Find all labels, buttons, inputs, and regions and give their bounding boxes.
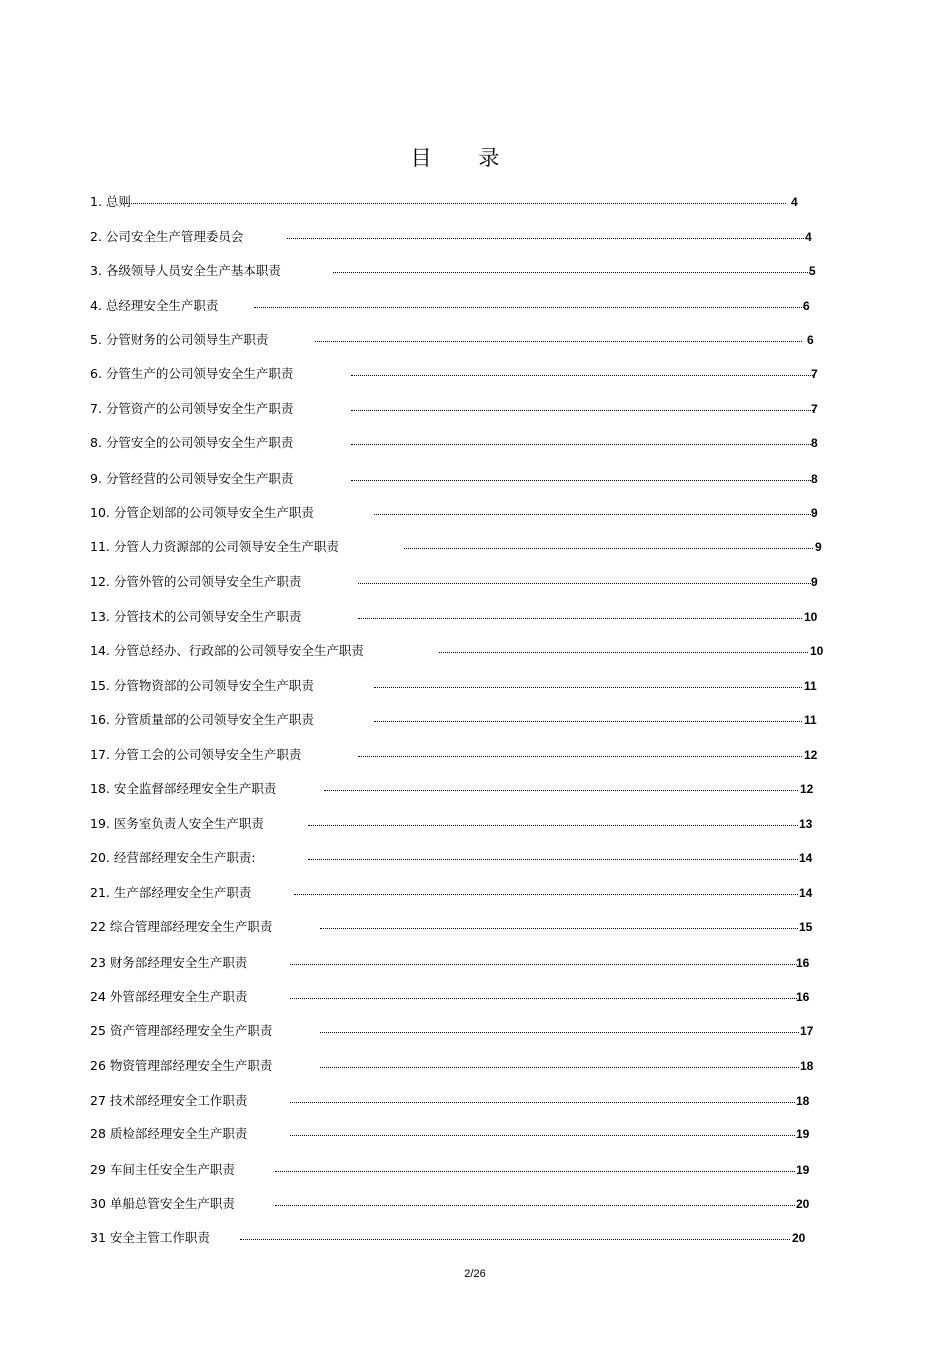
toc-entry[interactable] <box>90 1160 830 1180</box>
toc-entry[interactable] <box>90 503 830 523</box>
toc-entry[interactable] <box>90 572 830 592</box>
toc-dot-leader <box>315 341 802 342</box>
toc-entry-page-number: 9 <box>811 506 818 520</box>
toc-entry-page-number: 9 <box>811 575 818 589</box>
toc-entry[interactable] <box>90 1194 830 1214</box>
toc-dot-leader <box>351 444 813 445</box>
toc-dot-leader <box>351 480 813 481</box>
toc-entry[interactable] <box>90 779 830 799</box>
toc-entry[interactable] <box>90 192 830 212</box>
toc-dot-leader <box>308 825 798 826</box>
toc-entry[interactable] <box>90 330 830 350</box>
toc-dot-leader <box>254 307 804 308</box>
toc-entry-label: 14. 分管总经办、行政部的公司领导安全生产职责 <box>90 643 364 658</box>
toc-entry-label: 31 安全主管工作职责 <box>90 1230 210 1245</box>
toc-entry-page-number: 4 <box>805 230 812 244</box>
toc-dot-leader <box>333 272 810 273</box>
toc-dot-leader <box>324 790 798 791</box>
toc-entry[interactable] <box>90 1228 830 1248</box>
toc-entry[interactable] <box>90 953 830 973</box>
toc-entry-page-number: 16 <box>796 956 810 970</box>
toc-entry-page-number: 8 <box>811 436 818 450</box>
toc-dot-leader <box>308 859 798 860</box>
toc-entry-label: 26 物资管理部经理安全生产职责 <box>90 1058 273 1073</box>
toc-entry-label: 11. 分管人力资源部的公司领导安全生产职责 <box>90 539 339 554</box>
toc-entry-page-number: 11 <box>804 713 817 727</box>
toc-entry-page-number: 20 <box>796 1197 810 1211</box>
toc-entry[interactable] <box>90 261 830 281</box>
toc-entry-page-number: 5 <box>809 264 816 278</box>
toc-entry-page-number: 8 <box>811 472 818 486</box>
toc-entry[interactable] <box>90 364 830 384</box>
toc-entry[interactable] <box>90 607 830 627</box>
toc-entry-page-number: 18 <box>796 1094 810 1108</box>
toc-dot-leader <box>320 1067 799 1068</box>
toc-entry-label: 5. 分管财务的公司领导生产职责 <box>90 332 269 347</box>
toc-dot-leader <box>121 203 786 204</box>
toc-entry-label: 21. 生产部经理安全生产职责 <box>90 885 252 900</box>
toc-entry-label: 15. 分管物资部的公司领导安全生产职责 <box>90 678 314 693</box>
toc-entry[interactable] <box>90 1021 830 1041</box>
toc-entry-page-number: 12 <box>804 748 818 762</box>
toc-dot-leader <box>290 964 797 965</box>
toc-entry[interactable] <box>90 641 830 661</box>
page-number: 2/26 <box>464 1268 486 1280</box>
toc-entry[interactable] <box>90 1091 830 1111</box>
toc-entry-page-number: 18 <box>800 1059 814 1073</box>
toc-entry-label: 23 财务部经理安全生产职责 <box>90 955 248 970</box>
toc-dot-leader <box>439 652 808 653</box>
toc-dot-leader <box>290 1135 795 1136</box>
toc-entry[interactable] <box>90 1056 830 1076</box>
page-title: 目 录 <box>410 146 520 170</box>
toc-entry-page-number: 19 <box>796 1163 810 1177</box>
toc-entry-page-number: 7 <box>811 402 818 416</box>
toc-entry-label: 29 车间主任安全生产职责 <box>90 1162 235 1177</box>
toc-entry-page-number: 19 <box>796 1127 810 1141</box>
toc-entry[interactable] <box>90 296 830 316</box>
toc-dot-leader <box>320 928 798 929</box>
toc-entry-label: 16. 分管质量部的公司领导安全生产职责 <box>90 712 314 727</box>
toc-entry[interactable] <box>90 676 830 696</box>
toc-entry-label: 27 技术部经理安全工作职责 <box>90 1093 248 1108</box>
toc-entry-page-number: 10 <box>810 644 824 658</box>
toc-dot-leader <box>374 514 813 515</box>
toc-entry[interactable] <box>90 987 830 1007</box>
toc-entry-page-number: 11 <box>804 679 817 693</box>
toc-entry-page-number: 12 <box>800 782 814 796</box>
toc-entry-label: 12. 分管外管的公司领导安全生产职责 <box>90 574 302 589</box>
toc-entry-label: 6. 分管生产的公司领导安全生产职责 <box>90 366 294 381</box>
toc-entry-label: 24 外管部经理安全生产职责 <box>90 989 248 1004</box>
toc-entry[interactable] <box>90 469 830 489</box>
toc-entry[interactable] <box>90 537 830 557</box>
toc-dot-leader <box>374 687 802 688</box>
toc-entry-label: 28 质检部经理安全生产职责 <box>90 1126 248 1141</box>
toc-dot-leader <box>290 998 797 999</box>
toc-entry-page-number: 6 <box>807 333 814 347</box>
toc-entry[interactable] <box>90 710 830 730</box>
toc-entry-label: 2. 公司安全生产管理委员会 <box>90 229 244 244</box>
toc-dot-leader <box>275 1205 795 1206</box>
toc-dot-leader <box>240 1239 790 1240</box>
toc-dot-leader <box>358 756 802 757</box>
toc-entry[interactable] <box>90 814 830 834</box>
toc-entry-label: 7. 分管资产的公司领导安全生产职责 <box>90 401 294 416</box>
toc-dot-leader <box>404 548 813 549</box>
toc-dot-leader <box>351 410 813 411</box>
toc-dot-leader <box>358 583 813 584</box>
toc-entry-page-number: 15 <box>799 920 813 934</box>
toc-entry-page-number: 13 <box>799 817 813 831</box>
toc-dot-leader <box>287 238 804 239</box>
toc-entry[interactable] <box>90 1124 830 1144</box>
toc-entry-page-number: 17 <box>800 1024 814 1038</box>
toc-entry[interactable] <box>90 848 830 868</box>
toc-entry-page-number: 14 <box>799 886 813 900</box>
toc-entry-label: 17. 分管工会的公司领导安全生产职责 <box>90 747 302 762</box>
toc-entry-label: 13. 分管技术的公司领导安全生产职责 <box>90 609 302 624</box>
toc-entry-page-number: 6 <box>803 299 810 313</box>
toc-entry-page-number: 20 <box>792 1231 806 1245</box>
toc-entry-page-number: 14 <box>799 851 813 865</box>
toc-entry[interactable] <box>90 227 830 247</box>
toc-entry-page-number: 16 <box>796 990 810 1004</box>
toc-dot-leader <box>374 721 802 722</box>
toc-entry-label: 18. 安全监督部经理安全生产职责 <box>90 781 277 796</box>
toc-entry-label: 20. 经营部经理安全生产职责: <box>90 850 256 865</box>
toc-entry-label: 22 综合管理部经理安全生产职责 <box>90 919 273 934</box>
toc-entry-label: 4. 总经理安全生产职责 <box>90 298 219 313</box>
toc-entry[interactable] <box>90 917 830 937</box>
toc-dot-leader <box>358 618 802 619</box>
toc-entry-label: 19. 医务室负责人安全生产职责 <box>90 816 264 831</box>
toc-dot-leader <box>290 1102 795 1103</box>
toc-entry-label: 3. 各级领导人员安全生产基本职责 <box>90 263 281 278</box>
toc-entry[interactable] <box>90 433 830 453</box>
toc-entry[interactable] <box>90 399 830 419</box>
toc-entry-label: 9. 分管经营的公司领导安全生产职责 <box>90 471 294 486</box>
toc-entry-label: 30 单船总管安全生产职责 <box>90 1196 235 1211</box>
toc-entry[interactable] <box>90 883 830 903</box>
toc-entry-label: 10. 分管企划部的公司领导安全生产职责 <box>90 505 314 520</box>
toc-dot-leader <box>351 375 813 376</box>
toc-entry-page-number: 9 <box>815 540 822 554</box>
toc-entry-page-number: 7 <box>811 367 818 381</box>
toc-dot-leader <box>320 1032 799 1033</box>
toc-entry-page-number: 10 <box>804 610 818 624</box>
toc-entry-page-number: 4 <box>791 195 798 209</box>
toc-dot-leader <box>275 1171 795 1172</box>
toc-entry-label: 8. 分管安全的公司领导安全生产职责 <box>90 435 294 450</box>
toc-dot-leader <box>294 894 798 895</box>
toc-entry-label: 25 资产管理部经理安全生产职责 <box>90 1023 273 1038</box>
toc-entry-label: 1. 总则 <box>90 194 131 209</box>
toc-entry[interactable] <box>90 745 830 765</box>
